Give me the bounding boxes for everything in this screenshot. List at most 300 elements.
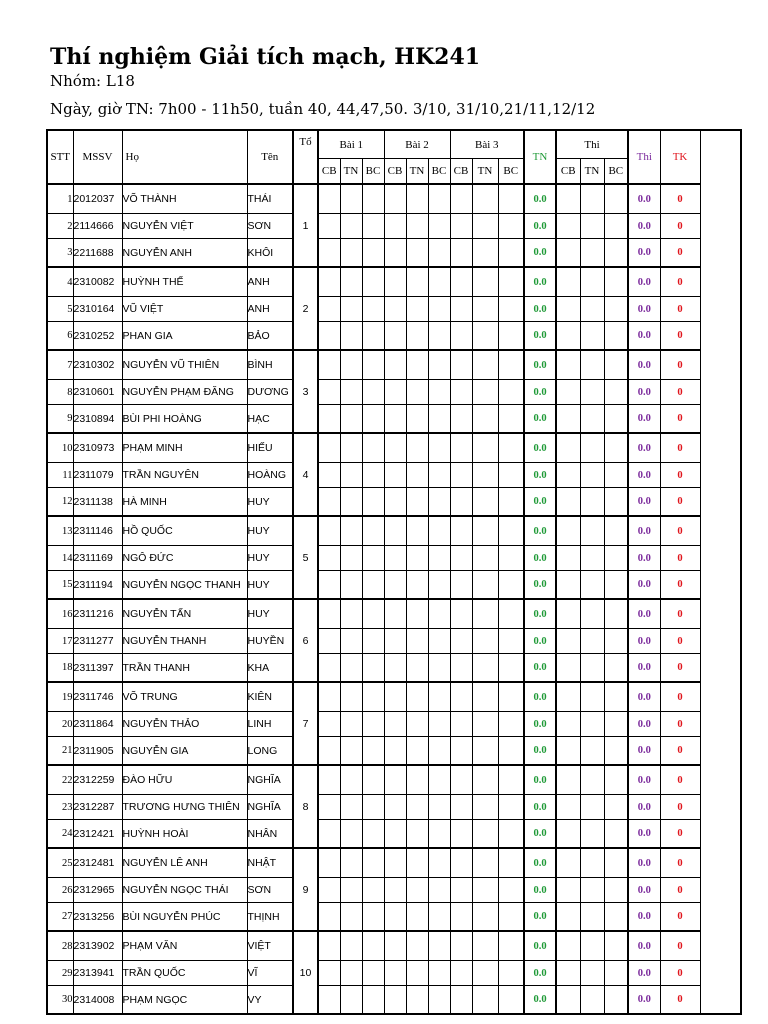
score-cell[interactable] bbox=[340, 712, 362, 737]
score-cell[interactable] bbox=[472, 463, 498, 488]
exam-cell[interactable] bbox=[580, 239, 604, 268]
score-cell[interactable] bbox=[406, 297, 428, 322]
score-cell[interactable] bbox=[472, 986, 498, 1015]
score-cell[interactable] bbox=[362, 571, 384, 600]
exam-cell[interactable] bbox=[580, 848, 604, 878]
score-cell[interactable] bbox=[384, 629, 406, 654]
exam-cell[interactable] bbox=[556, 765, 580, 795]
exam-cell[interactable] bbox=[604, 820, 628, 849]
score-cell[interactable] bbox=[318, 350, 340, 380]
score-cell[interactable] bbox=[340, 322, 362, 351]
score-cell[interactable] bbox=[362, 961, 384, 986]
score-cell[interactable] bbox=[472, 214, 498, 239]
score-cell[interactable] bbox=[406, 463, 428, 488]
exam-cell[interactable] bbox=[556, 848, 580, 878]
score-cell[interactable] bbox=[318, 931, 340, 961]
score-cell[interactable] bbox=[428, 903, 450, 932]
score-cell[interactable] bbox=[340, 961, 362, 986]
score-cell[interactable] bbox=[384, 961, 406, 986]
score-cell[interactable] bbox=[472, 737, 498, 766]
score-cell[interactable] bbox=[384, 463, 406, 488]
score-cell[interactable] bbox=[428, 405, 450, 434]
score-cell[interactable] bbox=[450, 488, 472, 517]
score-cell[interactable] bbox=[362, 350, 384, 380]
score-cell[interactable] bbox=[428, 516, 450, 546]
exam-cell[interactable] bbox=[604, 546, 628, 571]
exam-cell[interactable] bbox=[604, 571, 628, 600]
exam-cell[interactable] bbox=[556, 239, 580, 268]
exam-cell[interactable] bbox=[580, 516, 604, 546]
score-cell[interactable] bbox=[498, 986, 524, 1015]
score-cell[interactable] bbox=[472, 433, 498, 463]
exam-cell[interactable] bbox=[604, 239, 628, 268]
score-cell[interactable] bbox=[472, 380, 498, 405]
score-cell[interactable] bbox=[428, 380, 450, 405]
score-cell[interactable] bbox=[384, 878, 406, 903]
exam-cell[interactable] bbox=[556, 878, 580, 903]
score-cell[interactable] bbox=[450, 765, 472, 795]
score-cell[interactable] bbox=[384, 682, 406, 712]
exam-cell[interactable] bbox=[556, 629, 580, 654]
score-cell[interactable] bbox=[362, 214, 384, 239]
score-cell[interactable] bbox=[340, 214, 362, 239]
score-cell[interactable] bbox=[472, 765, 498, 795]
score-cell[interactable] bbox=[428, 654, 450, 683]
score-cell[interactable] bbox=[472, 629, 498, 654]
score-cell[interactable] bbox=[450, 903, 472, 932]
score-cell[interactable] bbox=[450, 629, 472, 654]
score-cell[interactable] bbox=[318, 322, 340, 351]
score-cell[interactable] bbox=[384, 737, 406, 766]
exam-cell[interactable] bbox=[556, 571, 580, 600]
score-cell[interactable] bbox=[498, 239, 524, 268]
score-cell[interactable] bbox=[450, 848, 472, 878]
score-cell[interactable] bbox=[318, 488, 340, 517]
score-cell[interactable] bbox=[362, 267, 384, 297]
score-cell[interactable] bbox=[498, 184, 524, 214]
score-cell[interactable] bbox=[406, 405, 428, 434]
exam-cell[interactable] bbox=[604, 682, 628, 712]
exam-cell[interactable] bbox=[580, 405, 604, 434]
exam-cell[interactable] bbox=[580, 737, 604, 766]
score-cell[interactable] bbox=[472, 820, 498, 849]
score-cell[interactable] bbox=[362, 380, 384, 405]
score-cell[interactable] bbox=[498, 463, 524, 488]
exam-cell[interactable] bbox=[556, 961, 580, 986]
score-cell[interactable] bbox=[340, 931, 362, 961]
score-cell[interactable] bbox=[428, 184, 450, 214]
score-cell[interactable] bbox=[362, 297, 384, 322]
score-cell[interactable] bbox=[340, 765, 362, 795]
score-cell[interactable] bbox=[318, 654, 340, 683]
score-cell[interactable] bbox=[362, 931, 384, 961]
score-cell[interactable] bbox=[406, 546, 428, 571]
exam-cell[interactable] bbox=[604, 848, 628, 878]
score-cell[interactable] bbox=[498, 380, 524, 405]
score-cell[interactable] bbox=[450, 737, 472, 766]
exam-cell[interactable] bbox=[580, 380, 604, 405]
score-cell[interactable] bbox=[318, 986, 340, 1015]
score-cell[interactable] bbox=[450, 931, 472, 961]
score-cell[interactable] bbox=[318, 848, 340, 878]
score-cell[interactable] bbox=[498, 820, 524, 849]
score-cell[interactable] bbox=[472, 571, 498, 600]
score-cell[interactable] bbox=[498, 961, 524, 986]
score-cell[interactable] bbox=[406, 350, 428, 380]
score-cell[interactable] bbox=[450, 712, 472, 737]
exam-cell[interactable] bbox=[580, 986, 604, 1015]
score-cell[interactable] bbox=[428, 350, 450, 380]
score-cell[interactable] bbox=[498, 571, 524, 600]
exam-cell[interactable] bbox=[604, 488, 628, 517]
exam-cell[interactable] bbox=[580, 546, 604, 571]
exam-cell[interactable] bbox=[556, 986, 580, 1015]
score-cell[interactable] bbox=[406, 214, 428, 239]
score-cell[interactable] bbox=[340, 350, 362, 380]
score-cell[interactable] bbox=[450, 820, 472, 849]
score-cell[interactable] bbox=[472, 184, 498, 214]
score-cell[interactable] bbox=[406, 986, 428, 1015]
score-cell[interactable] bbox=[428, 571, 450, 600]
score-cell[interactable] bbox=[384, 903, 406, 932]
exam-cell[interactable] bbox=[604, 931, 628, 961]
score-cell[interactable] bbox=[384, 297, 406, 322]
exam-cell[interactable] bbox=[604, 463, 628, 488]
score-cell[interactable] bbox=[450, 405, 472, 434]
score-cell[interactable] bbox=[318, 184, 340, 214]
score-cell[interactable] bbox=[362, 820, 384, 849]
score-cell[interactable] bbox=[340, 820, 362, 849]
score-cell[interactable] bbox=[450, 682, 472, 712]
score-cell[interactable] bbox=[340, 903, 362, 932]
score-cell[interactable] bbox=[472, 350, 498, 380]
score-cell[interactable] bbox=[362, 433, 384, 463]
score-cell[interactable] bbox=[428, 546, 450, 571]
score-cell[interactable] bbox=[406, 239, 428, 268]
score-cell[interactable] bbox=[384, 184, 406, 214]
score-cell[interactable] bbox=[450, 463, 472, 488]
score-cell[interactable] bbox=[450, 571, 472, 600]
score-cell[interactable] bbox=[498, 516, 524, 546]
exam-cell[interactable] bbox=[556, 350, 580, 380]
exam-cell[interactable] bbox=[580, 322, 604, 351]
exam-cell[interactable] bbox=[556, 184, 580, 214]
exam-cell[interactable] bbox=[556, 903, 580, 932]
exam-cell[interactable] bbox=[556, 820, 580, 849]
score-cell[interactable] bbox=[498, 737, 524, 766]
score-cell[interactable] bbox=[406, 903, 428, 932]
score-cell[interactable] bbox=[498, 795, 524, 820]
score-cell[interactable] bbox=[362, 488, 384, 517]
score-cell[interactable] bbox=[384, 350, 406, 380]
score-cell[interactable] bbox=[450, 380, 472, 405]
score-cell[interactable] bbox=[318, 380, 340, 405]
score-cell[interactable] bbox=[450, 516, 472, 546]
score-cell[interactable] bbox=[472, 405, 498, 434]
score-cell[interactable] bbox=[384, 239, 406, 268]
score-cell[interactable] bbox=[318, 903, 340, 932]
score-cell[interactable] bbox=[384, 267, 406, 297]
score-cell[interactable] bbox=[498, 682, 524, 712]
score-cell[interactable] bbox=[428, 433, 450, 463]
score-cell[interactable] bbox=[340, 571, 362, 600]
exam-cell[interactable] bbox=[604, 322, 628, 351]
score-cell[interactable] bbox=[362, 682, 384, 712]
score-cell[interactable] bbox=[450, 239, 472, 268]
score-cell[interactable] bbox=[362, 737, 384, 766]
score-cell[interactable] bbox=[318, 546, 340, 571]
score-cell[interactable] bbox=[318, 516, 340, 546]
score-cell[interactable] bbox=[362, 629, 384, 654]
score-cell[interactable] bbox=[318, 961, 340, 986]
score-cell[interactable] bbox=[340, 433, 362, 463]
score-cell[interactable] bbox=[362, 795, 384, 820]
exam-cell[interactable] bbox=[580, 820, 604, 849]
score-cell[interactable] bbox=[406, 516, 428, 546]
exam-cell[interactable] bbox=[580, 433, 604, 463]
score-cell[interactable] bbox=[384, 765, 406, 795]
score-cell[interactable] bbox=[406, 629, 428, 654]
score-cell[interactable] bbox=[428, 297, 450, 322]
score-cell[interactable] bbox=[406, 820, 428, 849]
score-cell[interactable] bbox=[362, 184, 384, 214]
score-cell[interactable] bbox=[340, 184, 362, 214]
score-cell[interactable] bbox=[498, 267, 524, 297]
score-cell[interactable] bbox=[450, 433, 472, 463]
score-cell[interactable] bbox=[318, 571, 340, 600]
score-cell[interactable] bbox=[450, 214, 472, 239]
exam-cell[interactable] bbox=[580, 463, 604, 488]
exam-cell[interactable] bbox=[580, 297, 604, 322]
exam-cell[interactable] bbox=[556, 654, 580, 683]
exam-cell[interactable] bbox=[556, 433, 580, 463]
exam-cell[interactable] bbox=[604, 599, 628, 629]
score-cell[interactable] bbox=[318, 737, 340, 766]
score-cell[interactable] bbox=[340, 878, 362, 903]
exam-cell[interactable] bbox=[604, 629, 628, 654]
score-cell[interactable] bbox=[428, 599, 450, 629]
score-cell[interactable] bbox=[428, 682, 450, 712]
exam-cell[interactable] bbox=[580, 961, 604, 986]
score-cell[interactable] bbox=[406, 961, 428, 986]
exam-cell[interactable] bbox=[604, 737, 628, 766]
score-cell[interactable] bbox=[318, 463, 340, 488]
exam-cell[interactable] bbox=[580, 184, 604, 214]
score-cell[interactable] bbox=[472, 712, 498, 737]
score-cell[interactable] bbox=[384, 322, 406, 351]
score-cell[interactable] bbox=[362, 405, 384, 434]
score-cell[interactable] bbox=[340, 546, 362, 571]
score-cell[interactable] bbox=[428, 848, 450, 878]
score-cell[interactable] bbox=[498, 405, 524, 434]
score-cell[interactable] bbox=[498, 297, 524, 322]
exam-cell[interactable] bbox=[580, 682, 604, 712]
score-cell[interactable] bbox=[406, 712, 428, 737]
score-cell[interactable] bbox=[362, 712, 384, 737]
score-cell[interactable] bbox=[498, 433, 524, 463]
score-cell[interactable] bbox=[498, 546, 524, 571]
score-cell[interactable] bbox=[362, 516, 384, 546]
exam-cell[interactable] bbox=[556, 516, 580, 546]
score-cell[interactable] bbox=[498, 322, 524, 351]
exam-cell[interactable] bbox=[580, 903, 604, 932]
exam-cell[interactable] bbox=[604, 267, 628, 297]
exam-cell[interactable] bbox=[580, 765, 604, 795]
exam-cell[interactable] bbox=[556, 795, 580, 820]
score-cell[interactable] bbox=[428, 765, 450, 795]
score-cell[interactable] bbox=[362, 848, 384, 878]
score-cell[interactable] bbox=[406, 654, 428, 683]
score-cell[interactable] bbox=[362, 546, 384, 571]
exam-cell[interactable] bbox=[556, 488, 580, 517]
score-cell[interactable] bbox=[450, 599, 472, 629]
score-cell[interactable] bbox=[498, 931, 524, 961]
exam-cell[interactable] bbox=[604, 903, 628, 932]
score-cell[interactable] bbox=[428, 712, 450, 737]
score-cell[interactable] bbox=[498, 765, 524, 795]
score-cell[interactable] bbox=[340, 405, 362, 434]
score-cell[interactable] bbox=[340, 297, 362, 322]
score-cell[interactable] bbox=[428, 267, 450, 297]
score-cell[interactable] bbox=[498, 629, 524, 654]
exam-cell[interactable] bbox=[604, 297, 628, 322]
score-cell[interactable] bbox=[498, 350, 524, 380]
score-cell[interactable] bbox=[472, 903, 498, 932]
score-cell[interactable] bbox=[362, 239, 384, 268]
exam-cell[interactable] bbox=[604, 380, 628, 405]
score-cell[interactable] bbox=[362, 765, 384, 795]
score-cell[interactable] bbox=[384, 654, 406, 683]
score-cell[interactable] bbox=[318, 682, 340, 712]
score-cell[interactable] bbox=[498, 654, 524, 683]
score-cell[interactable] bbox=[450, 546, 472, 571]
score-cell[interactable] bbox=[450, 350, 472, 380]
score-cell[interactable] bbox=[428, 239, 450, 268]
score-cell[interactable] bbox=[384, 820, 406, 849]
score-cell[interactable] bbox=[498, 878, 524, 903]
score-cell[interactable] bbox=[406, 571, 428, 600]
score-cell[interactable] bbox=[384, 433, 406, 463]
score-cell[interactable] bbox=[406, 380, 428, 405]
score-cell[interactable] bbox=[406, 322, 428, 351]
score-cell[interactable] bbox=[384, 712, 406, 737]
score-cell[interactable] bbox=[472, 878, 498, 903]
exam-cell[interactable] bbox=[604, 765, 628, 795]
exam-cell[interactable] bbox=[604, 795, 628, 820]
exam-cell[interactable] bbox=[604, 654, 628, 683]
score-cell[interactable] bbox=[406, 599, 428, 629]
exam-cell[interactable] bbox=[556, 682, 580, 712]
score-cell[interactable] bbox=[340, 629, 362, 654]
score-cell[interactable] bbox=[450, 654, 472, 683]
score-cell[interactable] bbox=[498, 903, 524, 932]
exam-cell[interactable] bbox=[604, 350, 628, 380]
exam-cell[interactable] bbox=[580, 214, 604, 239]
score-cell[interactable] bbox=[428, 878, 450, 903]
score-cell[interactable] bbox=[384, 986, 406, 1015]
score-cell[interactable] bbox=[406, 184, 428, 214]
score-cell[interactable] bbox=[318, 599, 340, 629]
score-cell[interactable] bbox=[362, 322, 384, 351]
score-cell[interactable] bbox=[318, 267, 340, 297]
score-cell[interactable] bbox=[472, 795, 498, 820]
score-cell[interactable] bbox=[450, 297, 472, 322]
score-cell[interactable] bbox=[428, 986, 450, 1015]
exam-cell[interactable] bbox=[556, 599, 580, 629]
score-cell[interactable] bbox=[406, 765, 428, 795]
score-cell[interactable] bbox=[340, 380, 362, 405]
score-cell[interactable] bbox=[472, 654, 498, 683]
score-cell[interactable] bbox=[362, 463, 384, 488]
score-cell[interactable] bbox=[472, 546, 498, 571]
exam-cell[interactable] bbox=[556, 405, 580, 434]
score-cell[interactable] bbox=[318, 239, 340, 268]
exam-cell[interactable] bbox=[556, 267, 580, 297]
score-cell[interactable] bbox=[406, 795, 428, 820]
score-cell[interactable] bbox=[362, 599, 384, 629]
score-cell[interactable] bbox=[384, 795, 406, 820]
exam-cell[interactable] bbox=[604, 961, 628, 986]
exam-cell[interactable] bbox=[580, 795, 604, 820]
score-cell[interactable] bbox=[318, 405, 340, 434]
score-cell[interactable] bbox=[406, 682, 428, 712]
exam-cell[interactable] bbox=[580, 931, 604, 961]
score-cell[interactable] bbox=[450, 184, 472, 214]
score-cell[interactable] bbox=[384, 931, 406, 961]
exam-cell[interactable] bbox=[556, 931, 580, 961]
score-cell[interactable] bbox=[406, 267, 428, 297]
score-cell[interactable] bbox=[340, 516, 362, 546]
exam-cell[interactable] bbox=[556, 737, 580, 766]
score-cell[interactable] bbox=[384, 546, 406, 571]
score-cell[interactable] bbox=[428, 214, 450, 239]
score-cell[interactable] bbox=[472, 961, 498, 986]
score-cell[interactable] bbox=[428, 488, 450, 517]
exam-cell[interactable] bbox=[604, 184, 628, 214]
score-cell[interactable] bbox=[384, 571, 406, 600]
score-cell[interactable] bbox=[406, 878, 428, 903]
exam-cell[interactable] bbox=[604, 433, 628, 463]
score-cell[interactable] bbox=[318, 297, 340, 322]
score-cell[interactable] bbox=[318, 765, 340, 795]
score-cell[interactable] bbox=[340, 654, 362, 683]
score-cell[interactable] bbox=[472, 239, 498, 268]
exam-cell[interactable] bbox=[580, 629, 604, 654]
score-cell[interactable] bbox=[362, 878, 384, 903]
exam-cell[interactable] bbox=[556, 380, 580, 405]
score-cell[interactable] bbox=[498, 599, 524, 629]
score-cell[interactable] bbox=[498, 214, 524, 239]
score-cell[interactable] bbox=[472, 488, 498, 517]
exam-cell[interactable] bbox=[580, 571, 604, 600]
score-cell[interactable] bbox=[498, 488, 524, 517]
score-cell[interactable] bbox=[428, 931, 450, 961]
exam-cell[interactable] bbox=[604, 712, 628, 737]
score-cell[interactable] bbox=[362, 903, 384, 932]
score-cell[interactable] bbox=[318, 712, 340, 737]
exam-cell[interactable] bbox=[580, 878, 604, 903]
score-cell[interactable] bbox=[384, 214, 406, 239]
exam-cell[interactable] bbox=[604, 516, 628, 546]
score-cell[interactable] bbox=[406, 488, 428, 517]
exam-cell[interactable] bbox=[580, 654, 604, 683]
score-cell[interactable] bbox=[450, 322, 472, 351]
score-cell[interactable] bbox=[318, 433, 340, 463]
exam-cell[interactable] bbox=[604, 405, 628, 434]
score-cell[interactable] bbox=[340, 795, 362, 820]
score-cell[interactable] bbox=[406, 931, 428, 961]
score-cell[interactable] bbox=[340, 488, 362, 517]
